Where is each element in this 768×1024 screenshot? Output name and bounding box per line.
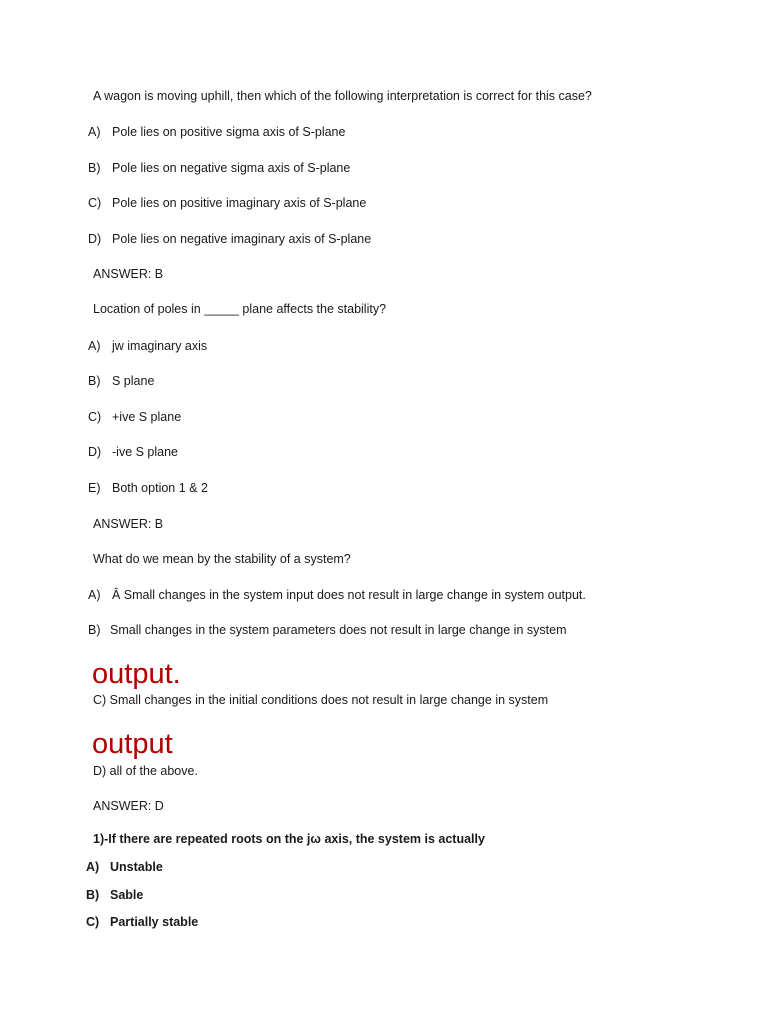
option-text: Sable bbox=[110, 888, 144, 902]
q4-option-c bbox=[86, 914, 198, 930]
q3-big-output-1: output. bbox=[92, 658, 181, 690]
option-text: Small changes in the system parameters does not result in large change in system bbox=[110, 623, 567, 637]
option-letter: A) bbox=[88, 339, 101, 353]
option-letter: E) bbox=[88, 481, 101, 495]
option-text: Pole lies on negative imaginary axis of S-plane bbox=[112, 232, 372, 246]
option-text: +ive S plane bbox=[112, 410, 182, 424]
option-letter: A) bbox=[86, 860, 100, 874]
question-2-text: Location of poles in _____ plane affects the stability? bbox=[93, 302, 387, 316]
question-3-text: What do we mean by the stability of a system? bbox=[93, 552, 351, 566]
q1-option-c bbox=[88, 195, 366, 211]
option-text: Pole lies on positive sigma axis of S-plane bbox=[112, 125, 346, 139]
q2-option-c bbox=[88, 409, 181, 425]
option-text: S plane bbox=[112, 374, 155, 388]
q2-option-a bbox=[88, 338, 207, 354]
option-letter: B) bbox=[88, 161, 101, 175]
q3-option-b bbox=[88, 622, 566, 638]
q2-answer: ANSWER: B bbox=[93, 517, 164, 531]
option-letter: D) bbox=[88, 445, 102, 459]
option-text: jw imaginary axis bbox=[112, 339, 208, 353]
option-text: Pole lies on negative sigma axis of S-plane bbox=[112, 161, 351, 175]
option-text: Both option 1 & 2 bbox=[112, 481, 208, 495]
question-1-text: A wagon is moving uphill, then which of the following interpretation is correct for this case? bbox=[93, 89, 592, 103]
q4-option-b bbox=[86, 887, 143, 903]
option-letter: B) bbox=[88, 374, 101, 388]
option-letter: C) bbox=[88, 410, 102, 424]
q4-option-a bbox=[86, 859, 163, 875]
option-letter: A) bbox=[88, 588, 101, 602]
q3-answer: ANSWER: D bbox=[93, 799, 164, 813]
q3-big-output-2: output bbox=[92, 728, 173, 760]
q3-option-a bbox=[88, 587, 586, 603]
option-text: Unstable bbox=[110, 860, 163, 874]
q1-option-b bbox=[88, 160, 350, 176]
option-letter: A) bbox=[88, 125, 101, 139]
option-letter: C) bbox=[86, 915, 100, 929]
q2-option-d bbox=[88, 444, 178, 460]
q3-option-c: C) Small changes in the initial conditions does not result in large change in system bbox=[93, 693, 549, 707]
option-letter: D) bbox=[88, 232, 102, 246]
option-text: Â Small changes in the system input does not result in large change in system output. bbox=[112, 588, 586, 602]
q1-answer: ANSWER: B bbox=[93, 267, 164, 281]
question-4-text: 1)-If there are repeated roots on the jω axis, the system is actually bbox=[93, 832, 485, 846]
q2-option-e bbox=[88, 480, 208, 496]
q2-option-b bbox=[88, 373, 154, 389]
option-letter: B) bbox=[86, 888, 100, 902]
option-letter: B) bbox=[88, 623, 101, 637]
option-letter: C) bbox=[88, 196, 102, 210]
option-text: -ive S plane bbox=[112, 445, 179, 459]
option-text: Partially stable bbox=[110, 915, 199, 929]
q3-option-d: D) all of the above. bbox=[93, 764, 198, 778]
q1-option-a bbox=[88, 124, 345, 140]
q1-option-d bbox=[88, 231, 371, 247]
option-text: Pole lies on positive imaginary axis of S-plane bbox=[112, 196, 367, 210]
